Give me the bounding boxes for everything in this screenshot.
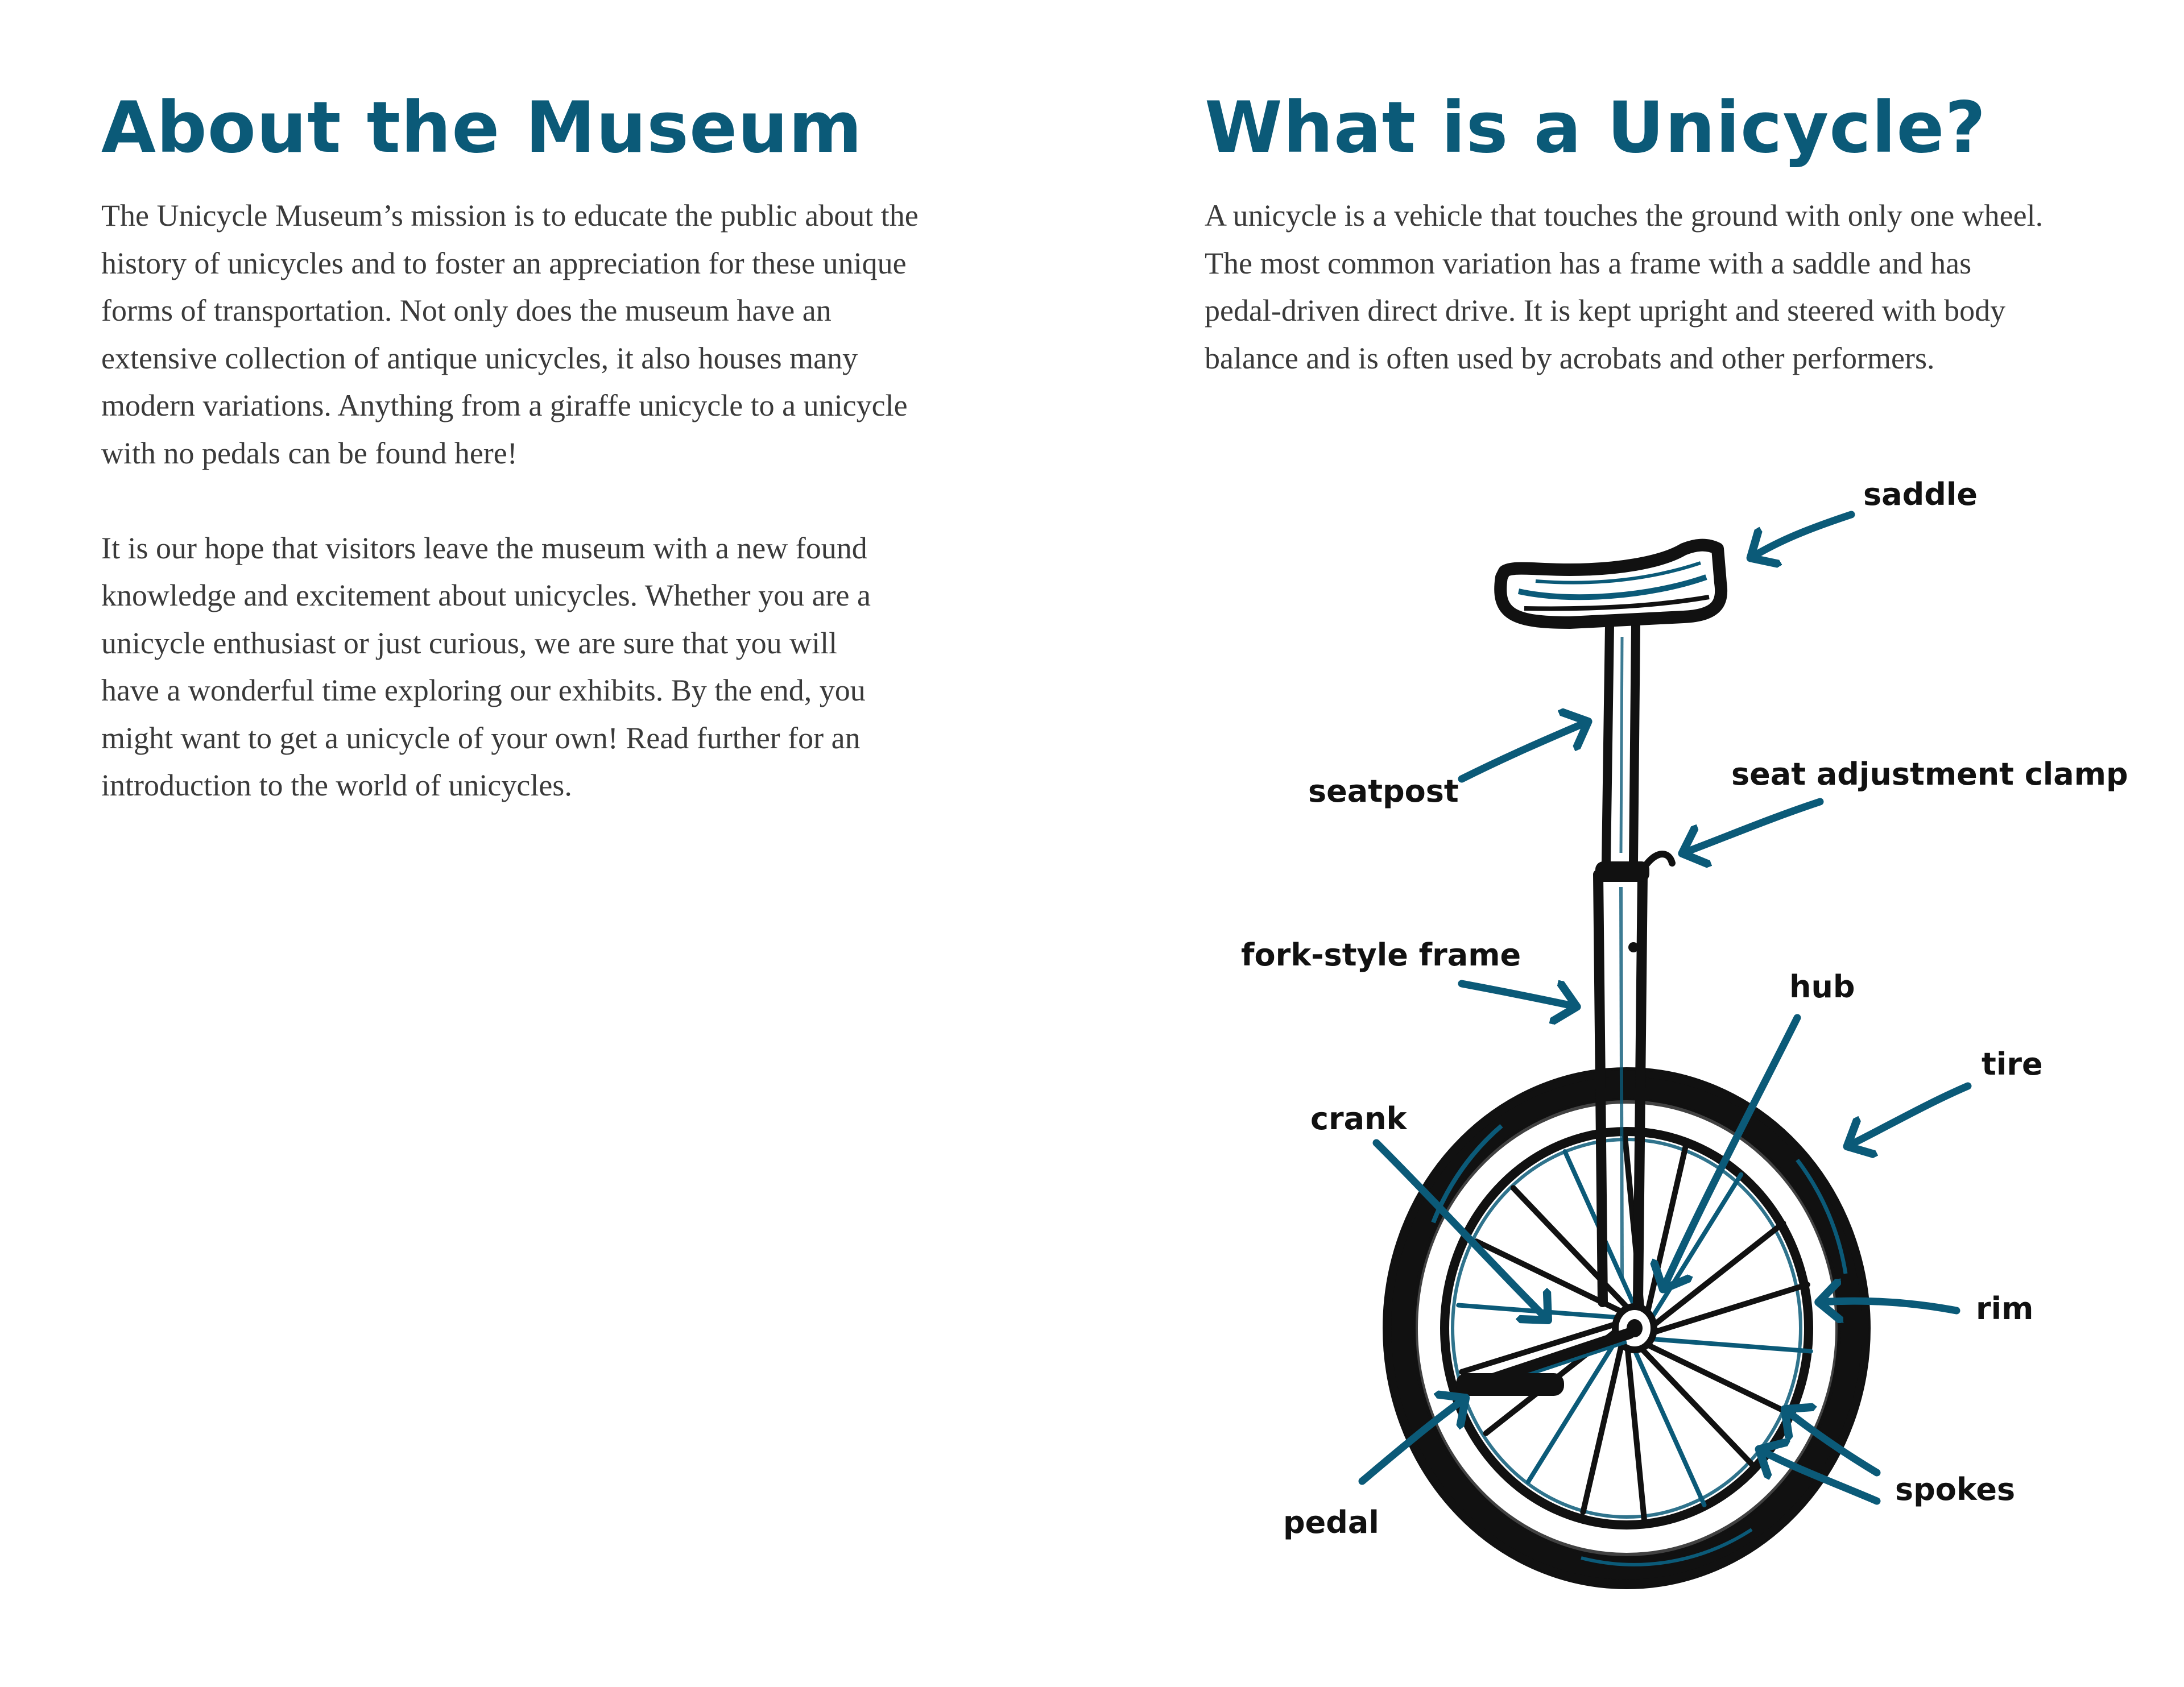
label-tire: tire xyxy=(1982,1046,2043,1082)
label-saddle: saddle xyxy=(1863,476,1978,512)
spoke xyxy=(1513,1188,1631,1311)
about-line: modern variations. Anything from a giraffe unicycle to a unicycle xyxy=(101,388,908,422)
label-hub: hub xyxy=(1789,969,1855,1005)
about-line: extensive collection of antique unicycles, it also houses many xyxy=(101,341,858,375)
unicycle-line: balance and is often used by acrobats and other performers. xyxy=(1205,341,1935,375)
spoke xyxy=(1639,1346,1756,1469)
about-line: It is our hope that visitors leave the museum with a new found xyxy=(101,530,867,565)
about-line: history of unicycles and to foster an appreciation for these unique xyxy=(101,246,907,280)
tire-arrow xyxy=(1848,1086,1968,1146)
saddle-arrow xyxy=(1752,515,1851,557)
about-line: introduction to the world of unicycles. xyxy=(101,768,572,802)
about-line: forms of transportation. Not only does the museum have an xyxy=(101,293,832,328)
label-spokes: spokes xyxy=(1895,1472,2016,1507)
label-fork-style-frame: fork-style frame xyxy=(1241,937,1521,973)
label-rim: rim xyxy=(1976,1291,2034,1327)
about-line: might want to get a unicycle of your own! Read further for an xyxy=(101,720,861,755)
label-seatpost: seatpost xyxy=(1308,773,1459,809)
seatpost-arrow xyxy=(1462,722,1587,779)
about-line: have a wonderful time exploring our exhibits. By the end, you xyxy=(101,673,866,707)
saddle-shape xyxy=(1500,545,1721,623)
about-line: with no pedals can be found here! xyxy=(101,436,518,470)
about-line: knowledge and excitement about unicycles. Whether you are a xyxy=(101,578,871,612)
spoke xyxy=(1648,1339,1810,1352)
label-crank: crank xyxy=(1310,1101,1407,1137)
fork-frame-arrow xyxy=(1462,984,1575,1006)
pedal-shape xyxy=(1456,1373,1564,1396)
label-seat-adjustment-clamp: seat adjustment clamp xyxy=(1731,756,2128,792)
unicycle-line: The most common variation has a frame with a saddle and has xyxy=(1205,246,1972,280)
unicycle-title: What is a Unicycle? xyxy=(1205,87,1987,169)
unicycle-line: A unicycle is a vehicle that touches the ground with only one wheel. xyxy=(1205,198,2044,233)
about-line: The Unicycle Museum’s mission is to educate the public about the xyxy=(101,198,919,233)
spoke xyxy=(1583,1341,1622,1512)
seatpost-shape xyxy=(1606,625,1636,861)
about-line: unicycle enthusiast or just curious, we are sure that you will xyxy=(101,625,838,660)
about-title: About the Museum xyxy=(101,87,863,169)
label-pedal: pedal xyxy=(1283,1504,1379,1540)
spoke xyxy=(1644,1343,1793,1415)
unicycle-line: pedal-driven direct drive. It is kept upright and steered with body xyxy=(1205,293,2006,328)
fork-frame-shape xyxy=(1598,874,1643,1302)
seat-clamp-arrow xyxy=(1684,802,1820,853)
